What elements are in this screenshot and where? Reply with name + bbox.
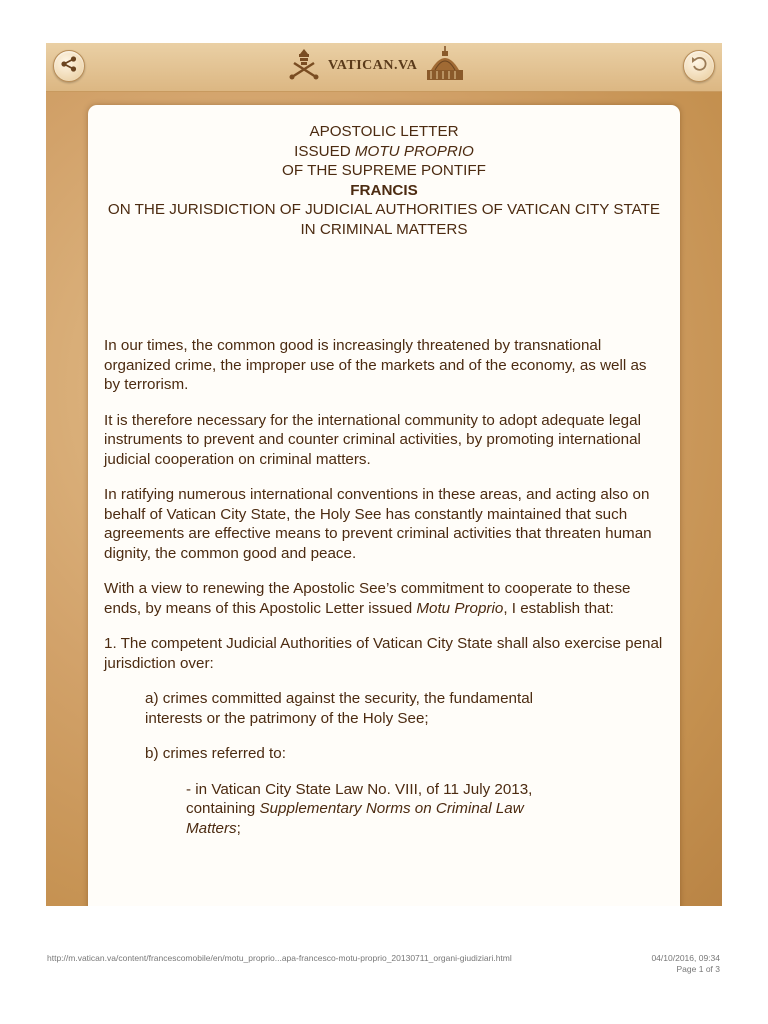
share-icon [60, 55, 78, 78]
papal-crest-icon [286, 47, 322, 86]
footer-datetime: 04/10/2016, 09:34 [651, 953, 720, 963]
paragraph-1: In our times, the common good is increasingly threatened by transnational organized crime, the improper use of the markets and of the economy, as well as by terrorism. [104, 337, 647, 393]
paragraph-2: It is therefore necessary for the international community to adopt adequate legal instruments to prevent and counter criminal activities, by promoting international judicial cooperation on criminal matters. [104, 411, 641, 468]
back-button[interactable] [683, 50, 715, 82]
basilica-dome-icon [423, 44, 467, 89]
letter-content [104, 122, 664, 838]
logo-text: VATICAN.VA [328, 58, 418, 73]
letter-pontiff-line: OF THE SUPREME PONTIFF [282, 162, 486, 179]
vatican-logo[interactable] [286, 45, 476, 87]
letter-subject: ON THE JURISDICTION OF JUDICIAL AUTHORITIES OF VATICAN CITY STATE [107, 201, 661, 218]
document-paper [88, 105, 680, 906]
letter-issued-line: ISSUED MOTU PROPRIO [294, 142, 474, 160]
paragraph-4: With a view to renewing the Apostolic See’s commitment to cooperate to these ends, by means of this Apostolic Letter issued Motu Proprio, I establish that: [104, 580, 631, 617]
paragraph-5: 1. The competent Judicial Authorities of Vatican City State shall also exercise penal jurisdiction over: [104, 635, 663, 672]
letter-title: APOSTOLIC LETTER [309, 123, 459, 140]
app-header [46, 43, 722, 92]
footer-url: http://m.vatican.va/content/francescomobile/en/motu_proprio...apa-francesco-motu-proprio_20130711_organi-giudiziari.html [47, 953, 512, 963]
paragraph-3: In ratifying numerous international conventions in these areas, and acting also on behalf of Vatican City State, the Holy See has constantly maintained that such agreements are effective means to prevent criminal activities that threaten human dignity, the common good and peace. [104, 486, 652, 562]
letter-subject-line2: IN CRIMINAL MATTERS [300, 220, 468, 238]
back-arrow-icon [690, 55, 708, 78]
letter-pontiff-name: FRANCIS [350, 181, 418, 199]
sub-list-item-1: - in Vatican City State Law No. VIII, of 11 July 2013, containing Supplementary Norms on Criminal Law Matters; [186, 780, 533, 837]
page-frame [46, 43, 722, 906]
footer-page-number: Page 1 of 3 [676, 964, 720, 974]
list-item-a: a) crimes committed against the security, the fundamental interests or the patrimony of the Holy See; [145, 690, 534, 727]
list-item-b: b) crimes referred to: [145, 745, 286, 762]
share-button[interactable] [53, 50, 85, 82]
footer-date [651, 953, 720, 975]
